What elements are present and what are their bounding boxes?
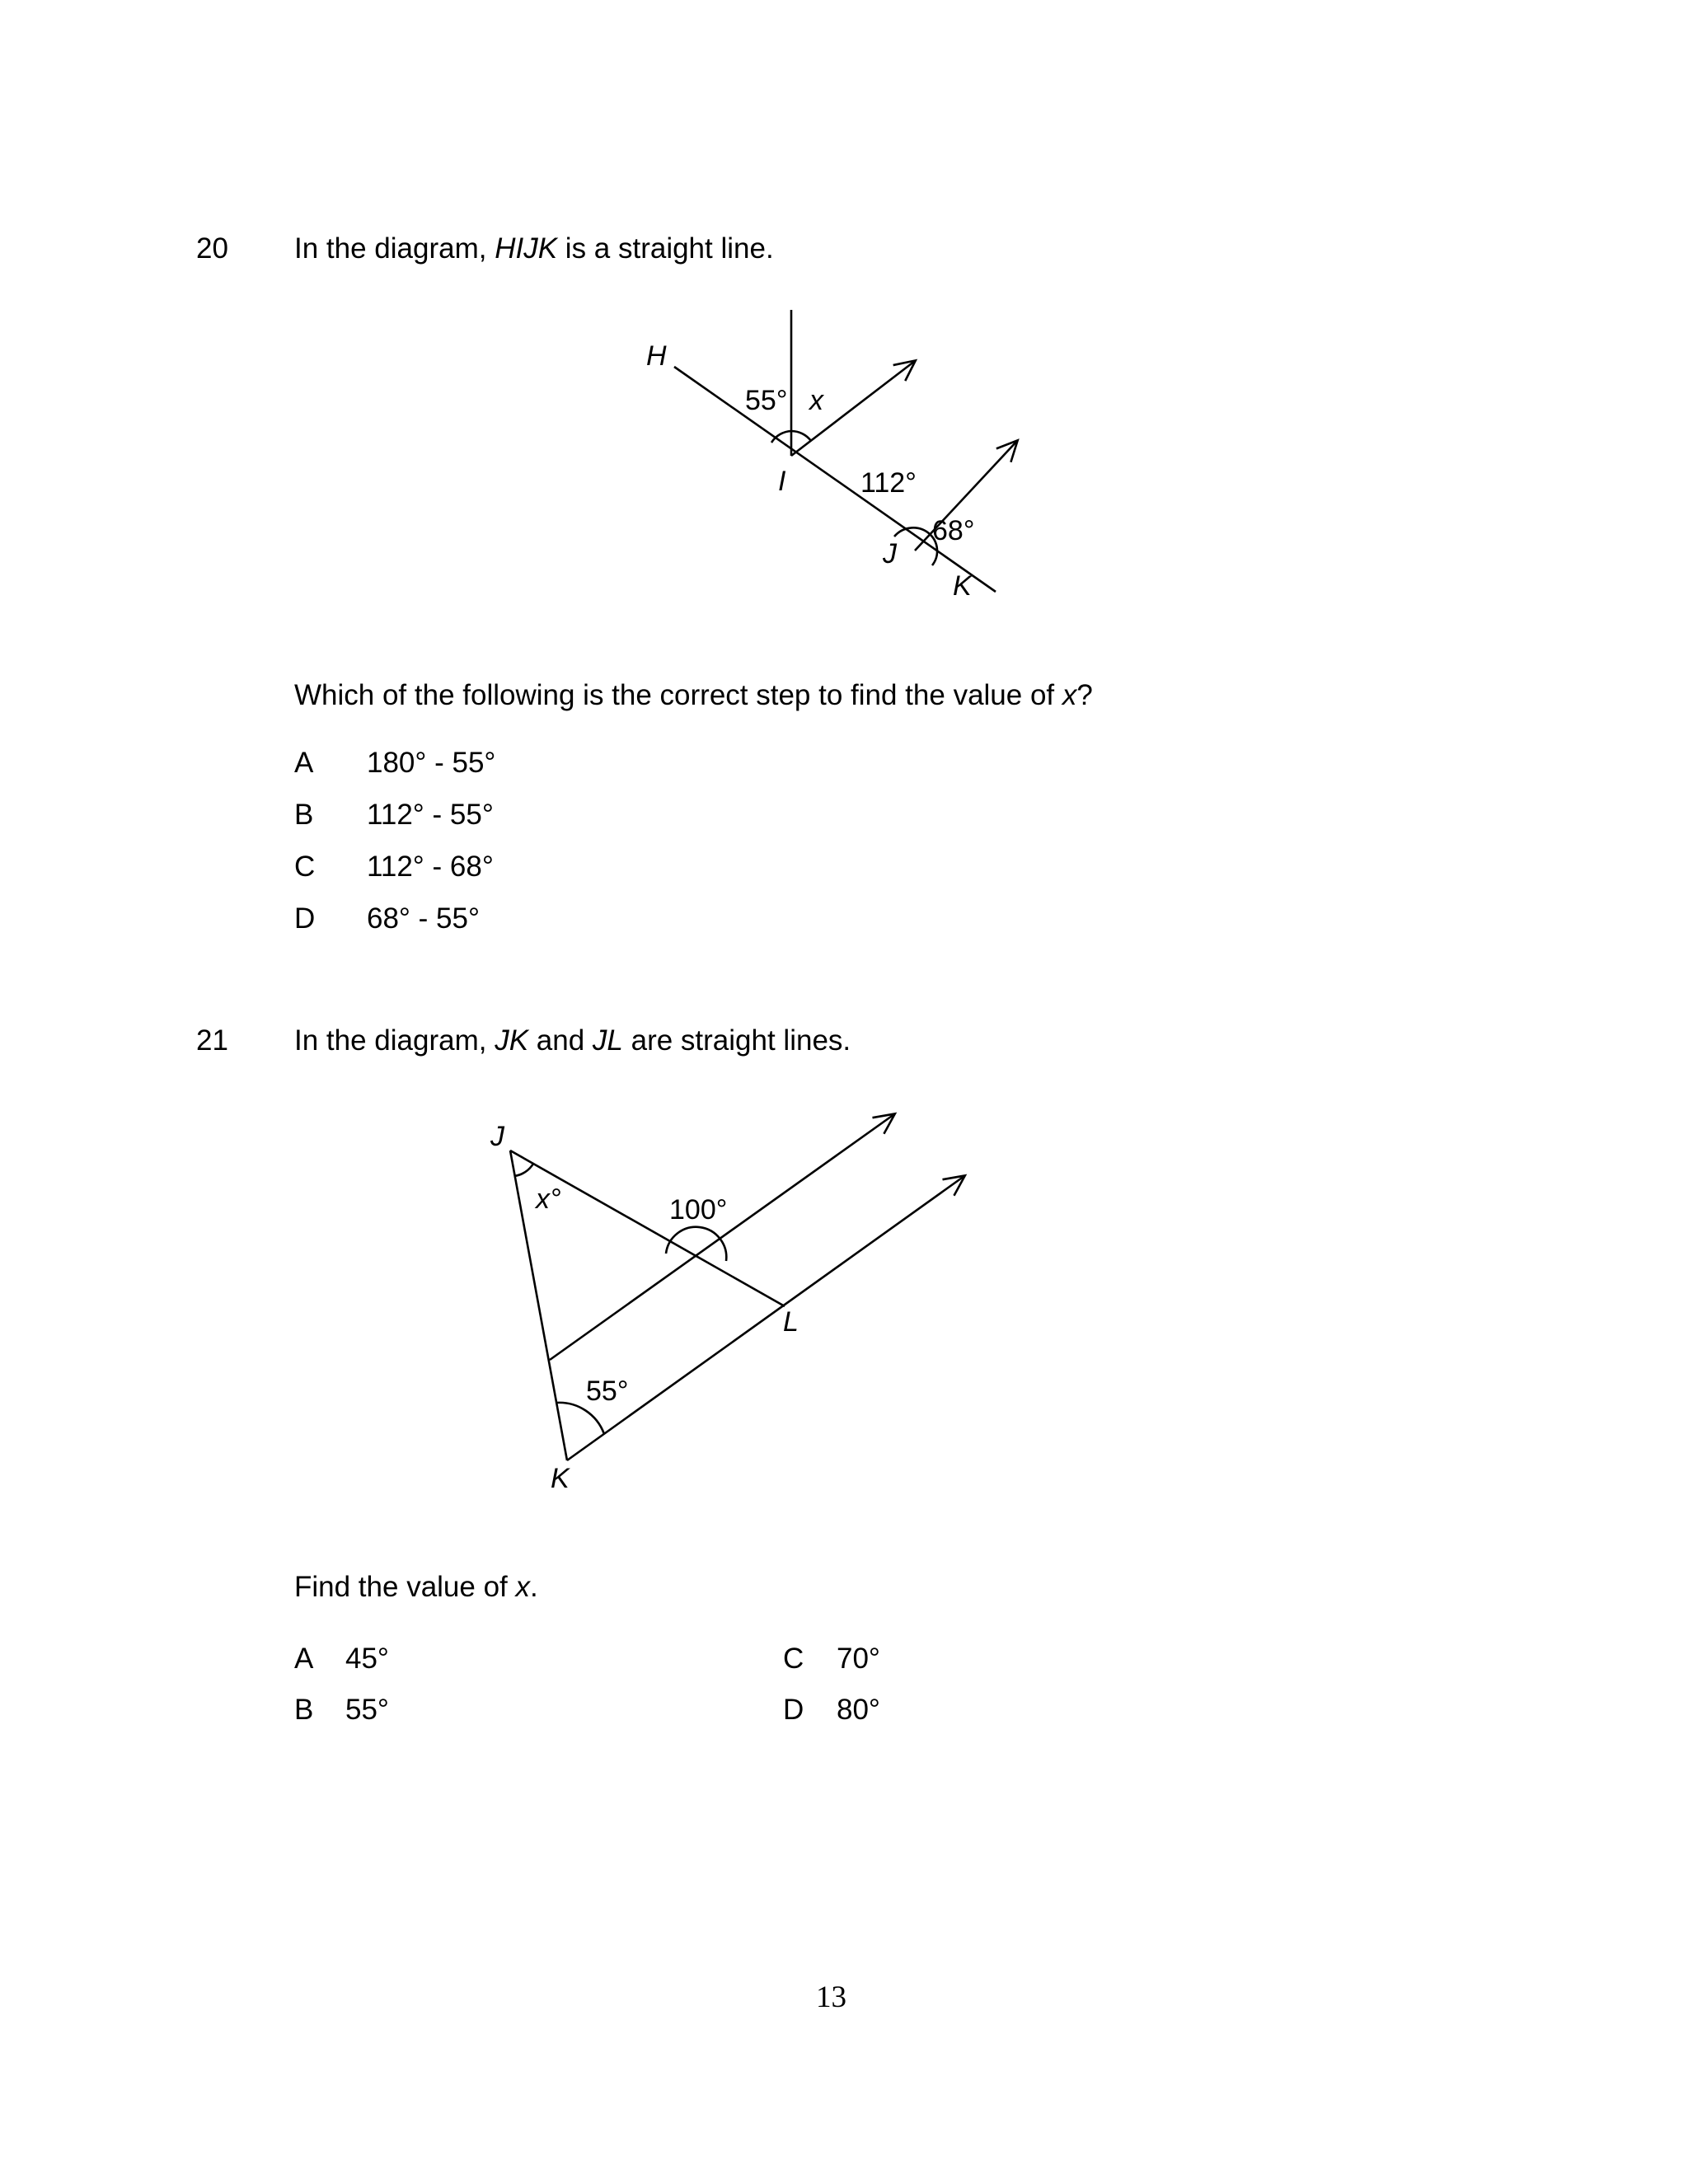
q21-stem-prefix: In the diagram,: [294, 1024, 495, 1057]
q20-stem-prefix: In the diagram,: [294, 232, 495, 265]
label-55-q21: 55°: [586, 1376, 629, 1407]
q20-option-b-text: 112° - 55°: [367, 799, 494, 831]
upper-parallel-ray: [550, 1114, 894, 1360]
q21-stem-suffix: are straight lines.: [622, 1024, 851, 1057]
q20-option-d-text: 68° - 55°: [367, 902, 480, 935]
q20-number: 20: [196, 232, 228, 265]
label-x-q20: x: [809, 385, 823, 416]
q21-option-c-text: 70°: [837, 1643, 880, 1675]
arc-x-at-j: [514, 1164, 533, 1176]
label-k-q20: K: [953, 570, 972, 602]
q20-option-d-letter: D: [294, 902, 316, 935]
label-i: I: [778, 466, 786, 497]
label-l: L: [783, 1306, 799, 1338]
q20-option-a-text: 180° - 55°: [367, 747, 496, 779]
q21-prompt-suffix: .: [530, 1571, 538, 1603]
q21-stem-italic-jk: JK: [495, 1024, 529, 1057]
q20-option-b-letter: B: [294, 799, 314, 831]
label-100: 100°: [669, 1194, 728, 1226]
q21-prompt-prefix: Find the value of: [294, 1571, 516, 1603]
q21-option-b-text: 55°: [345, 1694, 389, 1726]
q21-option-b-letter: B: [294, 1694, 314, 1726]
line-jl: [510, 1151, 785, 1306]
label-j-q20: J: [883, 538, 897, 569]
label-k-q21: K: [551, 1463, 570, 1494]
label-h: H: [646, 340, 667, 372]
q20-stem-italic: HIJK: [495, 232, 558, 265]
q21-stem-italic-jl: JL: [592, 1024, 623, 1057]
q20-option-a-letter: A: [294, 747, 314, 779]
arc-55-at-k: [556, 1403, 604, 1434]
q20-prompt-suffix: ?: [1076, 679, 1093, 711]
label-68: 68°: [932, 515, 975, 546]
page-number: 13: [816, 1980, 846, 2014]
q20-prompt-prefix: Which of the following is the correct step to find the value of: [294, 679, 1062, 711]
q21-option-a-letter: A: [294, 1643, 314, 1675]
label-x-q21: x°: [536, 1183, 561, 1215]
label-112: 112°: [860, 467, 917, 499]
q20-option-c-text: 112° - 68°: [367, 851, 494, 883]
q21-prompt-italic: x: [515, 1571, 530, 1603]
label-55-q20: 55°: [745, 385, 788, 416]
q20-stem-suffix: is a straight line.: [557, 232, 774, 265]
q21-option-a-text: 45°: [345, 1643, 389, 1675]
lower-parallel-ray: [567, 1176, 964, 1460]
label-j-q21: J: [490, 1121, 504, 1152]
q21-stem-mid: and: [528, 1024, 593, 1057]
q21-option-d-text: 80°: [837, 1694, 880, 1726]
q21-prompt: [294, 1571, 538, 1604]
q20-prompt-italic: x: [1062, 679, 1077, 711]
q21-option-c-letter: C: [783, 1643, 804, 1675]
q21-option-d-letter: D: [783, 1694, 804, 1726]
q20-option-c-letter: C: [294, 851, 316, 883]
q21-number: 21: [196, 1024, 228, 1057]
